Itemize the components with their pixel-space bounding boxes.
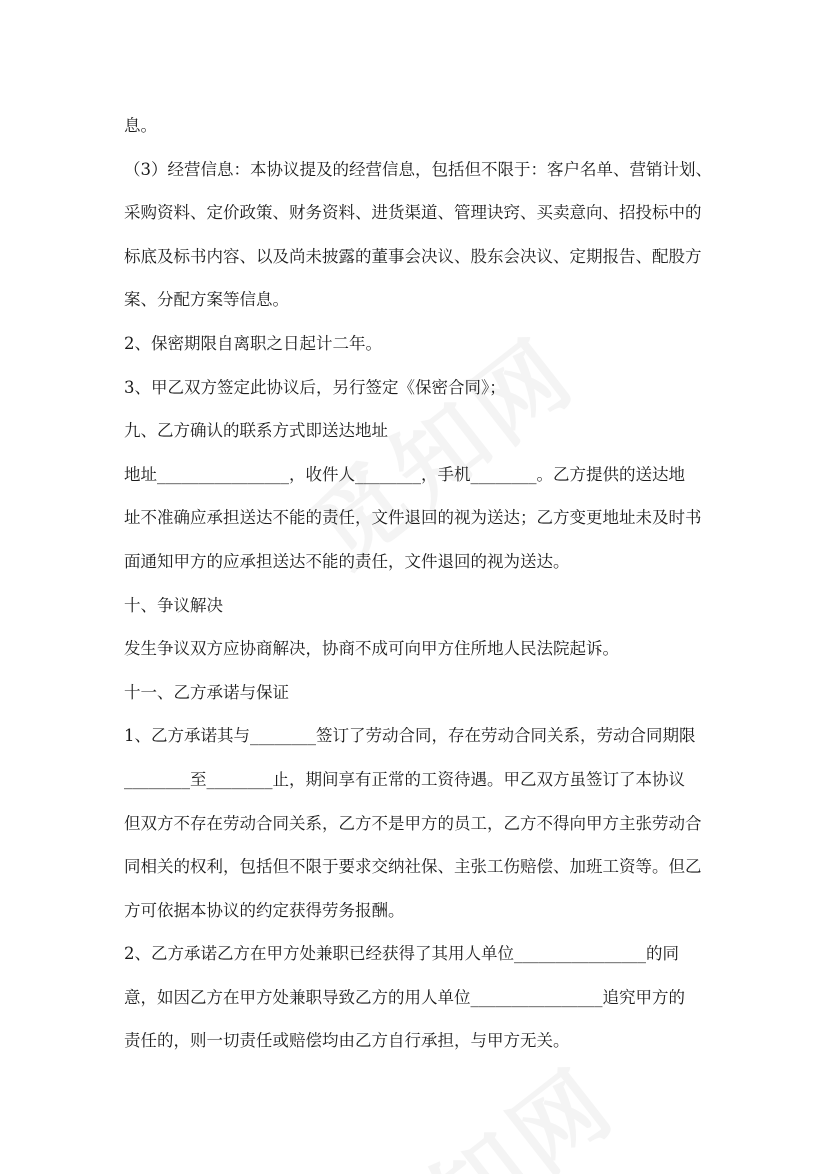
text-line: 意，如因乙方在甲方处兼职导致乙方的用人单位________________追究甲方的: [124, 987, 685, 1007]
section-heading-eleven: 十一、乙方承诺与保证: [124, 682, 289, 702]
text-line: 同相关的权利，包括但不限于要求交纳社保、主张工伤赔偿、加班工资等。但乙: [124, 857, 702, 877]
text-line: 息。: [124, 116, 157, 135]
section-heading-nine: 九、乙方确认的联系方式即送达地址: [124, 421, 388, 441]
dispute-clause: 发生争议双方应协商解决，协商不成可向甲方住所地人民法院起诉。: [124, 639, 619, 659]
promise-clause-1: 1、乙方承诺其与________签订了劳动合同，存在劳动合同关系，劳动合同期限: [124, 726, 696, 746]
promise-clause-2: 2、乙方承诺乙方在甲方处兼职已经获得了其用人单位________________的同: [124, 944, 679, 964]
text-line: 但双方不存在劳动合同关系，乙方不是甲方的员工，乙方不得向甲方主张劳动合: [124, 813, 702, 833]
text-line: 标底及标书内容、以及尚未披露的董事会决议、股东会决议、定期报告、配股方: [124, 246, 702, 266]
document-body: [124, 104, 724, 1063]
clause-operating-info: （3）经营信息：本协议提及的经营信息，包括但不限于：客户名单、营销计划、: [124, 159, 712, 179]
text-line: 采购资料、定价政策、财务资料、进货渠道、管理诀窍、买卖意向、招投标中的: [124, 203, 702, 223]
text-line: 案、分配方案等信息。: [124, 290, 289, 310]
text-line: 址不准确应承担送达不能的责任，文件退回的视为送达；乙方变更地址未及时书: [124, 508, 702, 528]
clause-confidentiality-contract: 3、甲乙双方签定此协议后，另行签定《保密合同》；: [124, 377, 506, 397]
text-line: 面通知甲方的应承担送达不能的责任，文件退回的视为送达。: [124, 551, 570, 571]
text-line: 责任的，则一切责任或赔偿均由乙方自行承担，与甲方无关。: [124, 1031, 570, 1051]
address-clause: 地址________________，收件人________，手机________。乙方提供的送达地: [124, 464, 685, 484]
clause-confidentiality-period: 2、保密期限自离职之日起计二年。: [124, 333, 382, 353]
text-line: ________至________止，期间享有正常的工资待遇。甲乙双方虽签订了本协议: [124, 769, 685, 789]
section-heading-ten: 十、争议解决: [124, 595, 223, 615]
text-line: 方可依据本协议的约定获得劳务报酬。: [124, 900, 405, 920]
